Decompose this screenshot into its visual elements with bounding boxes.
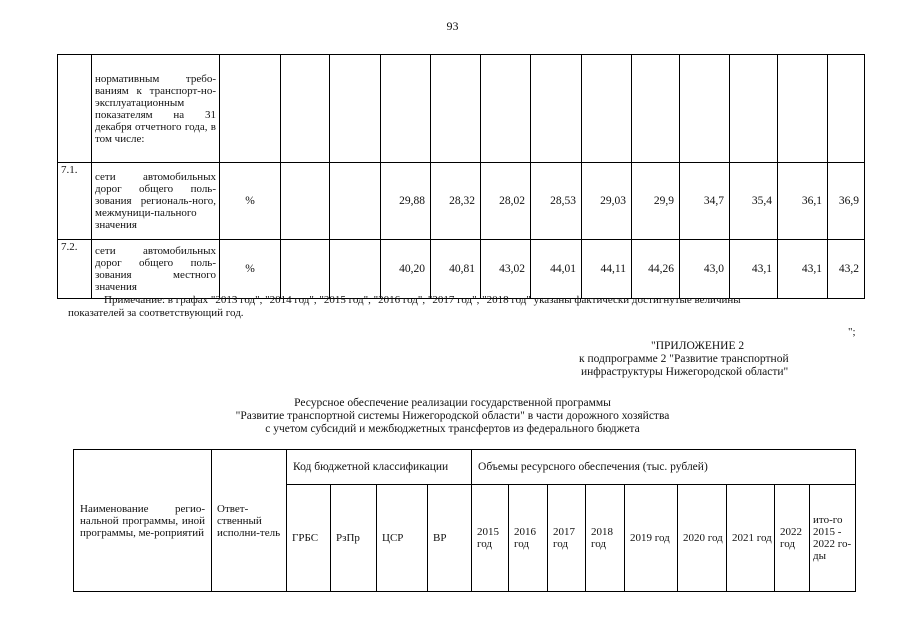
- value-cell: 44,11: [582, 240, 632, 299]
- appendix-header: [579, 340, 849, 379]
- value-cell: 36,9: [828, 163, 865, 240]
- value-cell: 43,1: [730, 240, 778, 299]
- column-header-grbs: ГРБС: [287, 485, 331, 592]
- indicator-table: [57, 54, 865, 299]
- indicator-continuation-text: нормативным требо-ваниям к транспорт-но-эксплуатационным показателям на 31 декабря отчетного года, в том числе:: [92, 55, 220, 163]
- value-cell: 44,26: [632, 240, 680, 299]
- appendix-title: "ПРИЛОЖЕНИЕ 2: [651, 340, 745, 352]
- resource-title-line-3: с учетом субсидий и межбюджетных трансфертов из федерального бюджета: [265, 423, 640, 435]
- column-header-year: 2015 год: [472, 485, 509, 592]
- value-cell: 34,7: [680, 163, 730, 240]
- note-line-2: показателей за соответствующий год.: [68, 307, 244, 319]
- column-header-responsible: Ответ-ственный исполни-тель: [212, 450, 287, 592]
- value-cell: 28,32: [431, 163, 481, 240]
- indicator-name: сети автомобильных дорог общего поль-зования местного значения: [92, 240, 220, 299]
- column-header-year: 2019 год: [625, 485, 678, 592]
- value-cell: 43,2: [828, 240, 865, 299]
- column-header-year: 2020 год: [678, 485, 727, 592]
- value-cell: [281, 240, 330, 299]
- value-cell: 29,9: [632, 163, 680, 240]
- resource-table: [73, 449, 856, 592]
- column-group-volumes: Объемы ресурсного обеспечения (тыс. рублей): [472, 450, 856, 485]
- appendix-line-2: инфраструктуры Нижегородской области": [581, 366, 789, 378]
- table-row: [58, 55, 865, 163]
- value-cell: 43,02: [481, 240, 531, 299]
- appendix-line-1: к подпрограмме 2 "Развитие транспортной: [579, 353, 789, 365]
- unit-cell: %: [220, 240, 281, 299]
- table-row: [58, 163, 865, 240]
- resource-title: [0, 397, 905, 436]
- resource-title-line-1: Ресурсное обеспечение реализации государственной программы: [294, 397, 611, 409]
- value-cell: [281, 163, 330, 240]
- value-cell: 36,1: [778, 163, 828, 240]
- column-header-year: 2021 год: [727, 485, 775, 592]
- column-header-name: Наименование регио-нальной программы, иной программы, ме-роприятий: [74, 450, 212, 592]
- column-header-year: 2017 год: [548, 485, 586, 592]
- note-line-1: Примечание: в графах "2013 год", "2014 год", "2015 год", "2016 год", "2017 год", "2018 год" указаны фактически достигнутые величины: [104, 294, 741, 306]
- resource-title-line-2: "Развитие транспортной системы Нижегородской области" в части дорожного хозяйства: [235, 410, 670, 422]
- column-header-vr: ВР: [428, 485, 472, 592]
- value-cell: 35,4: [730, 163, 778, 240]
- unit-cell: %: [220, 163, 281, 240]
- row-number: 7.1.: [58, 163, 92, 240]
- value-cell: 29,03: [582, 163, 632, 240]
- value-cell: 44,01: [531, 240, 582, 299]
- value-cell: 43,1: [778, 240, 828, 299]
- column-header-total: ито-го 2015 - 2022 го-ды: [810, 485, 856, 592]
- column-header-rzpr: РзПр: [331, 485, 377, 592]
- value-cell: 28,53: [531, 163, 582, 240]
- value-cell: 28,02: [481, 163, 531, 240]
- closing-quote: ";: [848, 326, 856, 338]
- value-cell: 29,88: [381, 163, 431, 240]
- row-number: 7.2.: [58, 240, 92, 299]
- table-row: [58, 240, 865, 299]
- indicator-name: сети автомобильных дорог общего поль-зования региональ-ного, межмуници-пального значения: [92, 163, 220, 240]
- column-header-csr: ЦСР: [377, 485, 428, 592]
- value-cell: [330, 240, 381, 299]
- column-group-budget-code: Код бюджетной классификации: [287, 450, 472, 485]
- value-cell: 43,0: [680, 240, 730, 299]
- table-header-row: [74, 450, 856, 485]
- value-cell: 40,81: [431, 240, 481, 299]
- column-header-year: 2016 год: [509, 485, 548, 592]
- column-header-year: 2018 год: [586, 485, 625, 592]
- page-number: 93: [446, 19, 459, 33]
- table-note: [68, 294, 878, 320]
- value-cell: 40,20: [381, 240, 431, 299]
- column-header-year: 2022 год: [775, 485, 810, 592]
- value-cell: [330, 163, 381, 240]
